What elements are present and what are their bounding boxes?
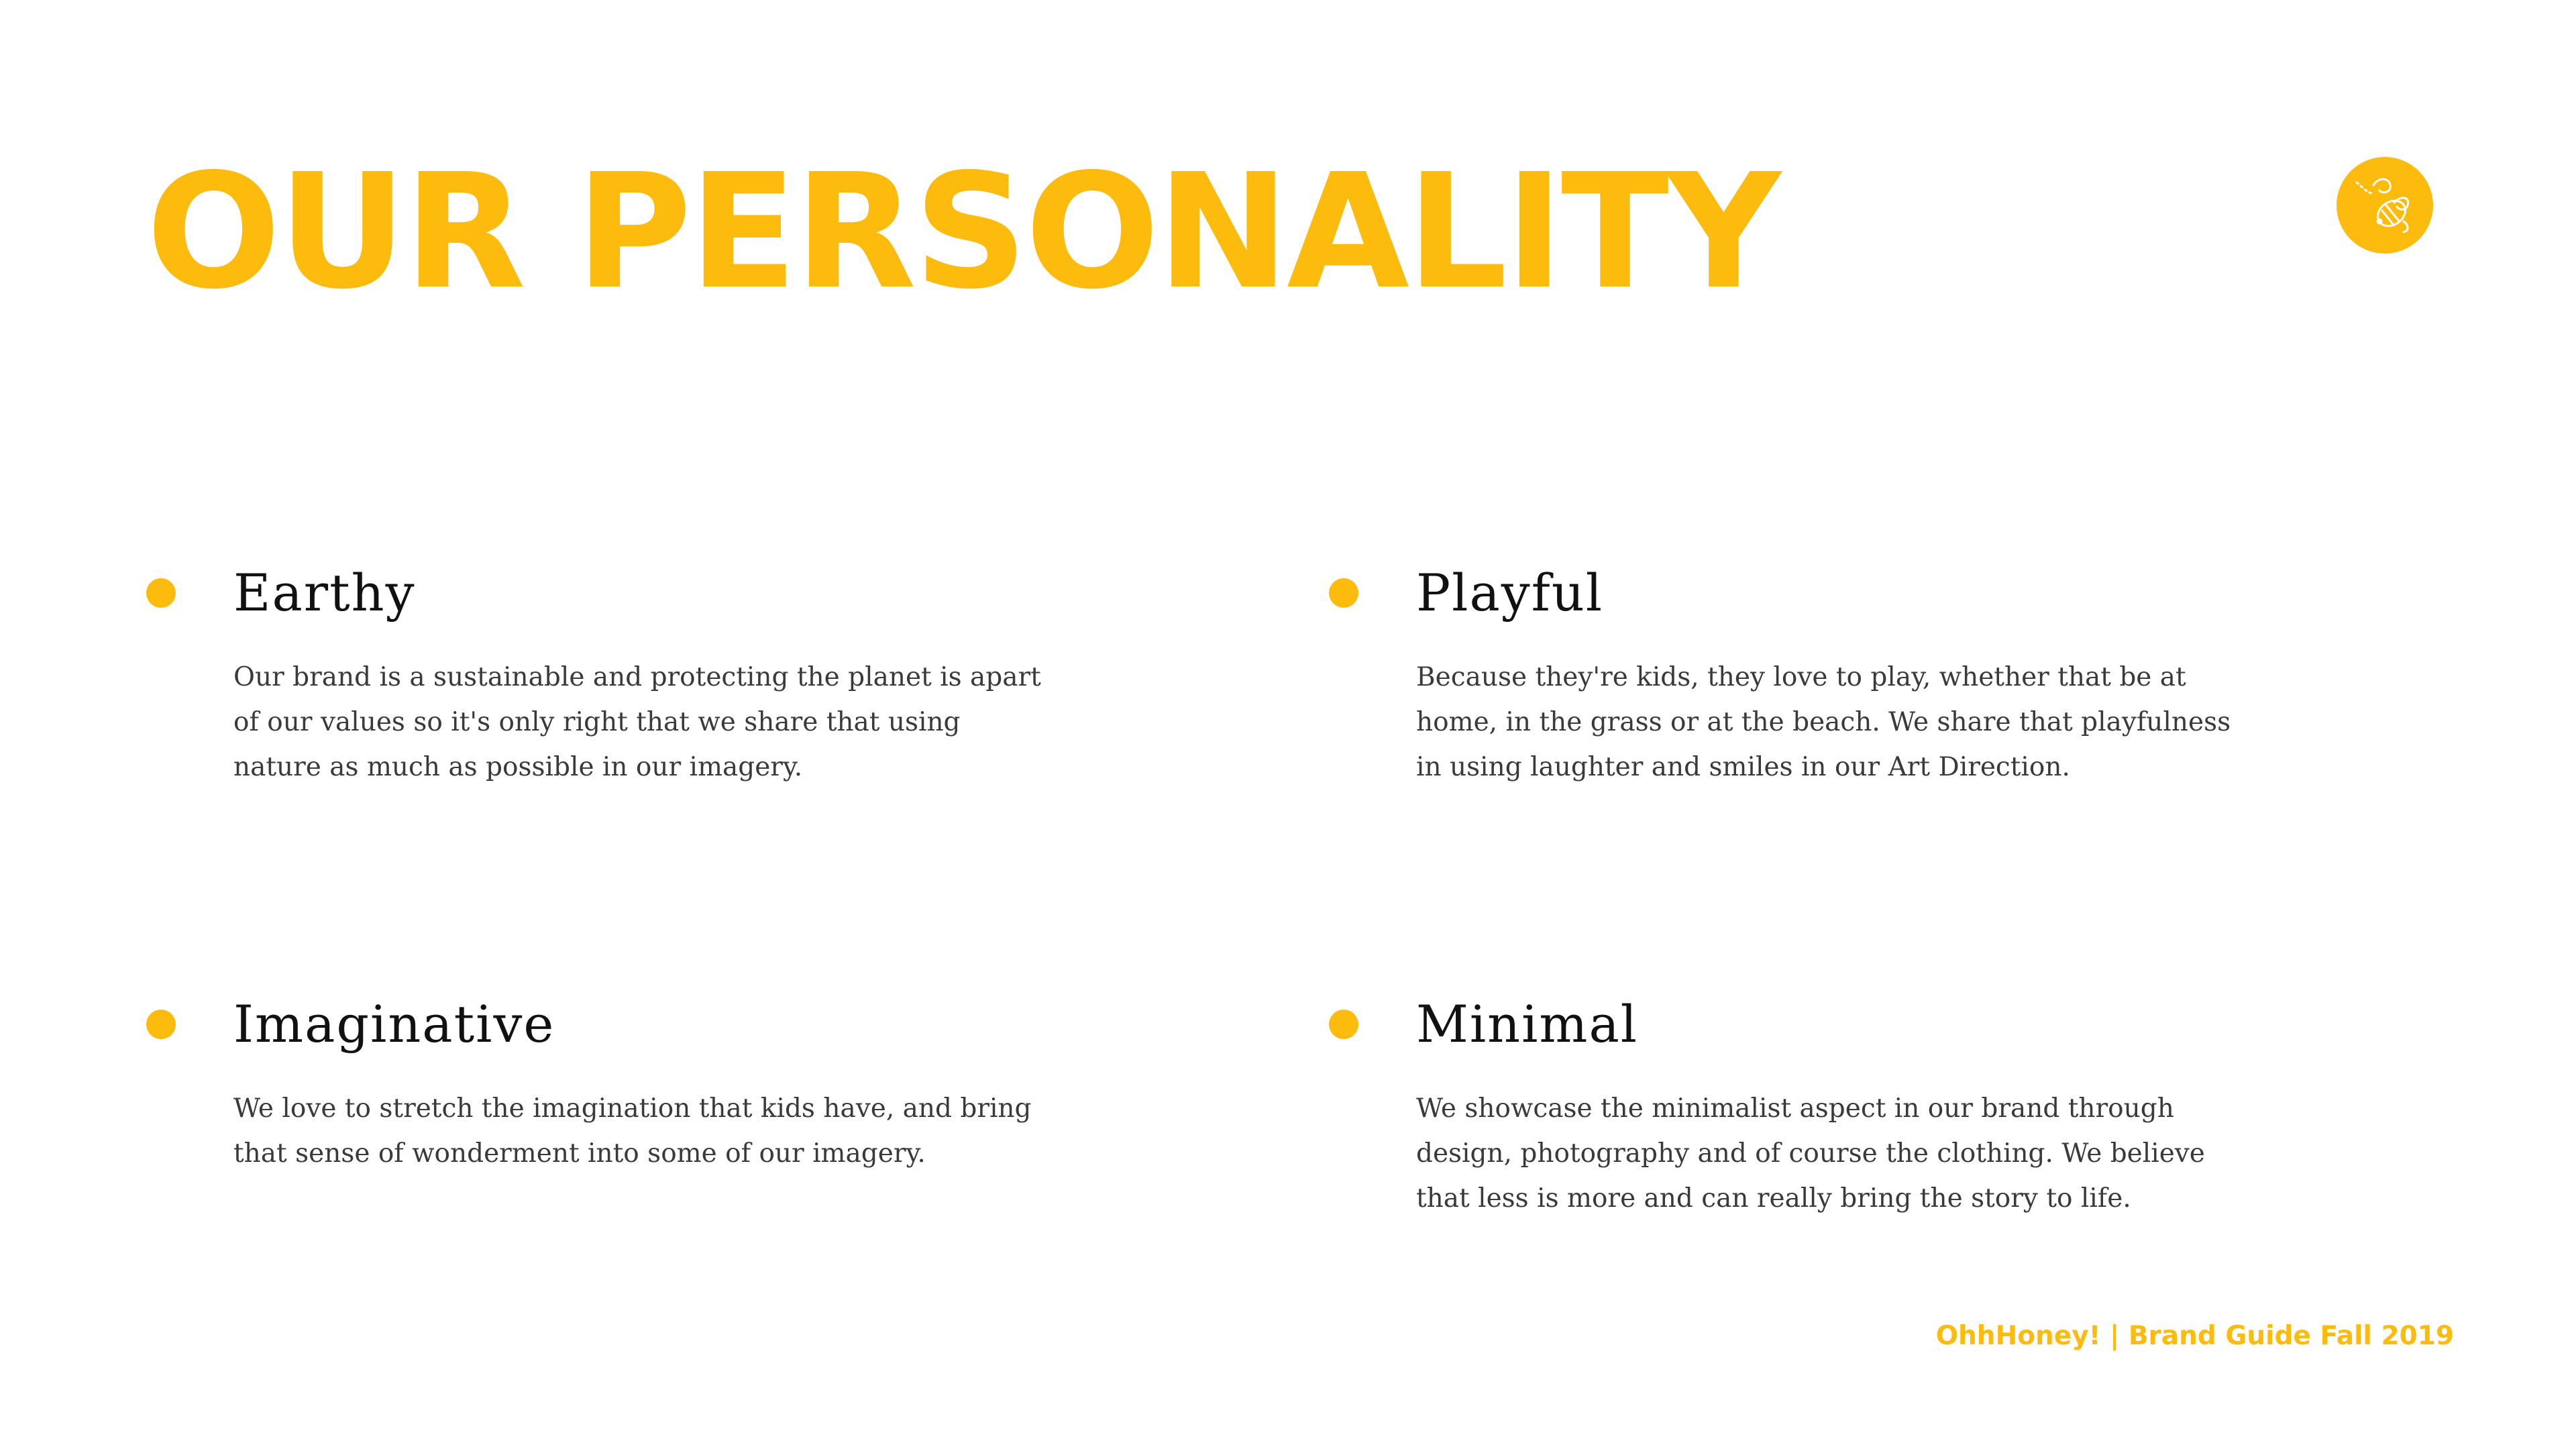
bullet-dot xyxy=(1329,1010,1358,1039)
trait-heading: Imaginative xyxy=(233,994,555,1054)
trait-heading: Playful xyxy=(1416,563,1604,623)
trait-heading: Earthy xyxy=(233,563,416,623)
page-title: OUR PERSONALITY xyxy=(146,140,1778,324)
brand-logo xyxy=(2337,157,2433,254)
footer-brand-line: OhhHoney! | Brand Guide Fall 2019 xyxy=(1935,1321,2454,1351)
trait-description: Because they're kids, they love to play, whether that be at home, in the grass or at the beach. We share that playfulness in using laughter and smiles in our Art Direction. xyxy=(1416,662,2231,782)
bee-icon xyxy=(2337,157,2433,254)
trait-description: We showcase the minimalist aspect in our brand through design, photography and of course the clothing. We believe that less is more and can really bring the story to life. xyxy=(1416,1093,2205,1214)
trait-heading: Minimal xyxy=(1416,994,1639,1054)
trait-description: We love to stretch the imagination that kids have, and bring that sense of wonderment into some of our imagery. xyxy=(233,1093,1032,1169)
trait-description: Our brand is a sustainable and protecting the planet is apart of our values so it's only right that we share that using nature as much as possible in our imagery. xyxy=(233,662,1041,782)
bullet-dot xyxy=(1329,578,1358,608)
bullet-dot xyxy=(146,578,176,608)
bullet-dot xyxy=(146,1010,176,1039)
